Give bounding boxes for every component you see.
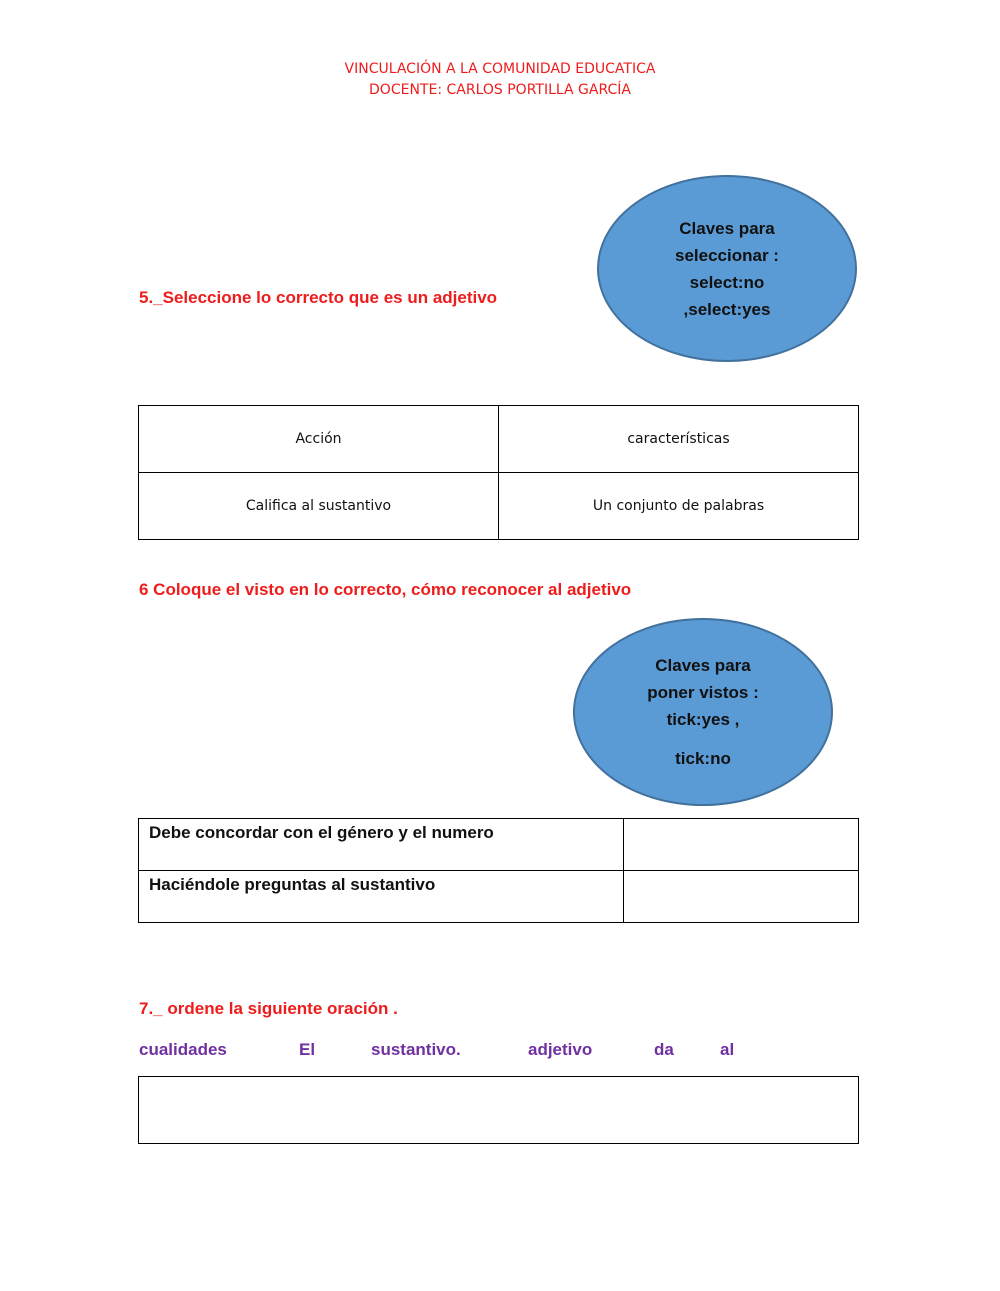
- question-7-title: 7._ ordene la siguiente oración .: [139, 999, 398, 1018]
- option-conjunto-de-palabras[interactable]: Un conjunto de palabras: [499, 473, 859, 540]
- select-keys-line: Claves para: [679, 218, 775, 238]
- table-row: [139, 473, 859, 540]
- word-chip[interactable]: sustantivo.: [371, 1040, 461, 1059]
- sentence-answer-box[interactable]: [138, 1076, 859, 1144]
- option-califica-al-sustantivo[interactable]: Califica al sustantivo: [139, 473, 499, 540]
- tick-box[interactable]: [624, 871, 859, 923]
- word-chip[interactable]: adjetivo: [528, 1040, 593, 1059]
- tick-keys-line: Claves para: [655, 656, 751, 675]
- question-5-title: 5._Seleccione lo correcto que es un adjetivo: [139, 288, 498, 307]
- select-keys-line: ,select:yes: [683, 299, 771, 319]
- word-chip[interactable]: cualidades: [139, 1040, 227, 1059]
- tick-keys-line: poner vistos :: [647, 683, 759, 702]
- question-6-title: 6 Coloque el visto en lo correcto, cómo reconocer al adjetivo: [139, 580, 632, 599]
- tick-keys-ellipse: [573, 618, 833, 806]
- table-row: [139, 871, 859, 923]
- statement-concordar: Debe concordar con el género y el numero: [139, 819, 624, 871]
- tick-keys-line: tick:no: [675, 749, 731, 768]
- table-row: [139, 819, 859, 871]
- table-row: [139, 406, 859, 473]
- select-keys-line: seleccionar :: [675, 245, 779, 265]
- word-chip[interactable]: El: [299, 1040, 316, 1059]
- select-keys-line: select:no: [689, 272, 765, 292]
- statement-preguntas: Haciéndole preguntas al sustantivo: [139, 871, 624, 923]
- tick-box[interactable]: [624, 819, 859, 871]
- option-accion[interactable]: Acción: [139, 406, 499, 473]
- option-caracteristicas[interactable]: características: [499, 406, 859, 473]
- question-6-table: [138, 818, 859, 923]
- word-chip[interactable]: al: [720, 1040, 735, 1059]
- header-teacher: DOCENTE: CARLOS PORTILLA GARCÍA: [369, 82, 631, 98]
- tick-keys-line: tick:yes ,: [666, 710, 740, 729]
- select-keys-ellipse: [597, 175, 857, 362]
- header-institution: VINCULACIÓN A LA COMUNIDAD EDUCATICA: [344, 61, 656, 77]
- question-5-options-table: [138, 405, 859, 540]
- word-chip[interactable]: da: [654, 1040, 674, 1059]
